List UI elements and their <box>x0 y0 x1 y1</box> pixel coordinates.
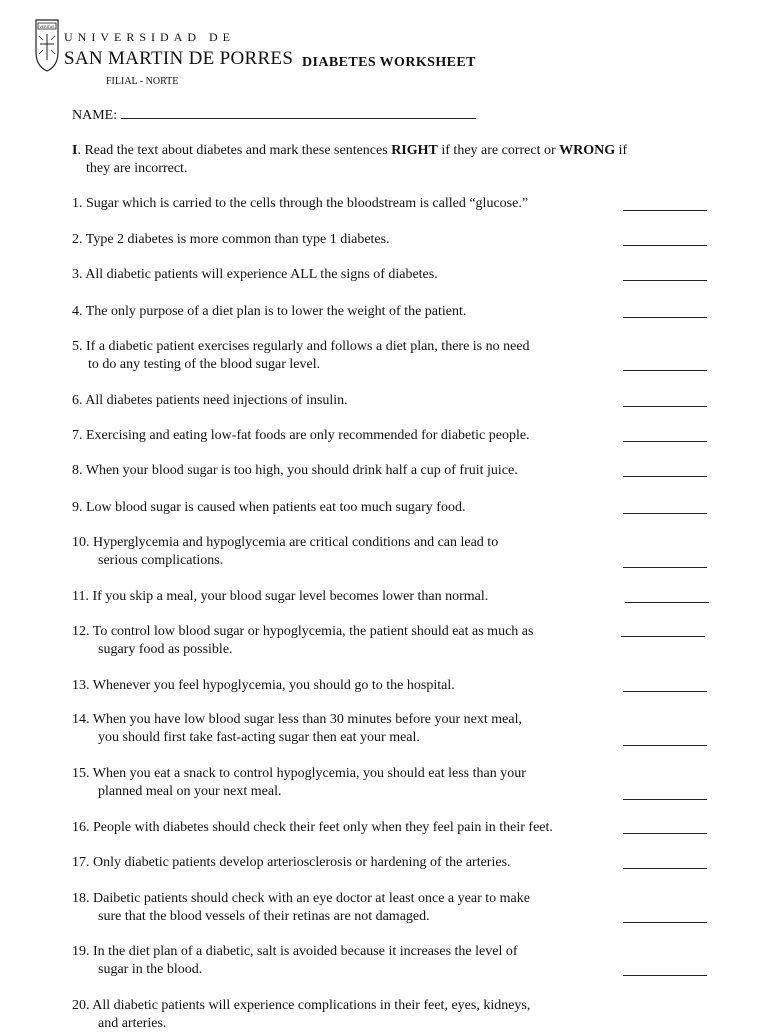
name-label: NAME: <box>72 108 118 123</box>
question-number: 2. <box>72 232 83 247</box>
section-numeral: I <box>72 143 78 158</box>
question-number: 6. <box>72 393 83 408</box>
question-number: 12. <box>72 624 90 639</box>
question-text: If you skip a meal, your blood sugar level becomes lower than normal. <box>92 589 489 604</box>
question-text: In the diet plan of a diabetic, salt is avoided because it increases the level of <box>93 944 518 959</box>
question-item <box>72 427 712 445</box>
question-text: All diabetes patients need injections of insulin. <box>85 393 348 408</box>
question-text-continued: sugary food as possible. <box>98 642 233 657</box>
answer-blank[interactable] <box>623 975 707 976</box>
question-number: 17. <box>72 855 90 870</box>
question-number: 16. <box>72 820 90 835</box>
name-blank-line[interactable] <box>121 106 476 119</box>
question-item <box>72 765 712 801</box>
instructions-text: . Read the text about diabetes and mark these sentences <box>77 143 392 158</box>
question-text: People with diabetes should check their feet only when they feel pain in their feet. <box>93 820 553 835</box>
question-item <box>72 499 712 517</box>
instructions-text: if <box>615 143 628 158</box>
question-item <box>72 392 712 410</box>
question-number: 19. <box>72 944 90 959</box>
university-logo <box>34 16 294 90</box>
question-text-continued: planned meal on your next meal. <box>98 784 282 799</box>
question-number: 3. <box>72 267 83 282</box>
question-item <box>72 854 712 872</box>
instructions-text: if they are correct or <box>437 143 560 158</box>
question-text: Whenever you feel hypoglycemia, you should go to the hospital. <box>92 678 455 693</box>
question-number: 5. <box>72 339 83 354</box>
question-number: 18. <box>72 891 90 906</box>
question-item <box>72 677 712 695</box>
question-number: 13. <box>72 678 90 693</box>
answer-blank[interactable] <box>623 441 707 442</box>
question-item <box>72 231 712 249</box>
university-crest-icon <box>34 16 60 72</box>
question-text: Daibetic patients should check with an eye doctor at least once a year to make <box>93 891 530 906</box>
name-field <box>72 106 476 124</box>
answer-blank[interactable] <box>623 406 707 407</box>
question-number: 1. <box>72 196 83 211</box>
crest-motto: VERITAS <box>39 25 55 29</box>
question-text-continued: and arteries. <box>98 1016 167 1031</box>
question-text: When you eat a snack to control hypoglycemia, you should eat less than your <box>92 766 526 781</box>
logo-line-university: UNIVERSIDAD DE <box>64 30 235 44</box>
answer-blank[interactable] <box>623 691 707 692</box>
answer-blank[interactable] <box>623 280 707 281</box>
answer-blank[interactable] <box>623 370 707 371</box>
question-text-continued: serious complications. <box>98 553 224 568</box>
question-number: 15. <box>72 766 90 781</box>
question-number: 20. <box>72 998 90 1013</box>
question-number: 14. <box>72 712 90 727</box>
question-number: 10. <box>72 535 90 550</box>
question-item <box>72 819 712 837</box>
question-text: If a diabetic patient exercises regularly and follows a diet plan, there is no need <box>86 339 530 354</box>
question-item <box>72 588 712 606</box>
answer-blank[interactable] <box>623 833 707 834</box>
question-item <box>72 462 712 480</box>
logo-line-branch: FILIAL - NORTE <box>106 76 179 87</box>
logo-line-name: SAN MARTIN DE PORRES <box>64 48 294 69</box>
question-text: All diabetic patients will experience ALL the signs of diabetes. <box>85 267 438 282</box>
answer-blank[interactable] <box>623 868 707 869</box>
question-number: 11. <box>72 589 89 604</box>
question-text: When you have low blood sugar less than 30 minutes before your next meal, <box>92 712 522 727</box>
question-text: Sugar which is carried to the cells through the bloodstream is called “glucose.” <box>86 196 529 211</box>
question-text-continued: sure that the blood vessels of their retinas are not damaged. <box>98 909 430 924</box>
question-item <box>72 266 712 284</box>
question-number: 7. <box>72 428 83 443</box>
instructions-line-2: they are incorrect. <box>86 161 188 176</box>
question-item <box>72 303 712 321</box>
question-text: The only purpose of a diet plan is to lower the weight of the patient. <box>85 304 467 319</box>
wrong-keyword: WRONG <box>559 143 616 158</box>
question-text: When your blood sugar is too high, you should drink half a cup of fruit juice. <box>85 463 518 478</box>
answer-blank[interactable] <box>623 317 707 318</box>
right-keyword: RIGHT <box>391 143 438 158</box>
question-text: Low blood sugar is caused when patients eat too much sugary food. <box>86 500 466 515</box>
answer-blank[interactable] <box>625 602 709 603</box>
question-text: Only diabetic patients develop arteriosclerosis or hardening of the arteries. <box>93 855 511 870</box>
answer-blank[interactable] <box>623 922 707 923</box>
question-item <box>72 890 712 926</box>
question-text: Exercising and eating low-fat foods are only recommended for diabetic people. <box>86 428 530 443</box>
question-item <box>72 338 712 374</box>
question-text-continued: sugar in the blood. <box>98 962 203 977</box>
answer-blank[interactable] <box>621 636 705 637</box>
question-item <box>72 711 712 747</box>
question-item <box>72 195 712 213</box>
answer-blank[interactable] <box>623 799 707 800</box>
page-title: DIABETES WORKSHEET <box>302 55 476 70</box>
question-text-continued: to do any testing of the blood sugar level. <box>88 357 321 372</box>
answer-blank[interactable] <box>623 210 707 211</box>
question-text-continued: you should first take fast-acting sugar then eat your meal. <box>98 730 420 745</box>
question-item <box>72 623 712 659</box>
question-number: 4. <box>72 304 83 319</box>
question-item <box>72 943 712 979</box>
answer-blank[interactable] <box>623 567 707 568</box>
answer-blank[interactable] <box>623 513 707 514</box>
question-number: 8. <box>72 463 83 478</box>
answer-blank[interactable] <box>623 745 707 746</box>
question-number: 9. <box>72 500 83 515</box>
question-text: Type 2 diabetes is more common than type 1 diabetes. <box>85 232 390 247</box>
question-item <box>72 534 712 570</box>
instructions <box>72 142 702 178</box>
answer-blank[interactable] <box>623 245 707 246</box>
answer-blank[interactable] <box>623 476 707 477</box>
question-text: To control low blood sugar or hypoglycemia, the patient should eat as much as <box>92 624 534 639</box>
question-item <box>72 997 712 1033</box>
question-text: All diabetic patients will experience complications in their feet, eyes, kidneys, <box>92 998 531 1013</box>
question-text: Hyperglycemia and hypoglycemia are critical conditions and can lead to <box>93 535 499 550</box>
